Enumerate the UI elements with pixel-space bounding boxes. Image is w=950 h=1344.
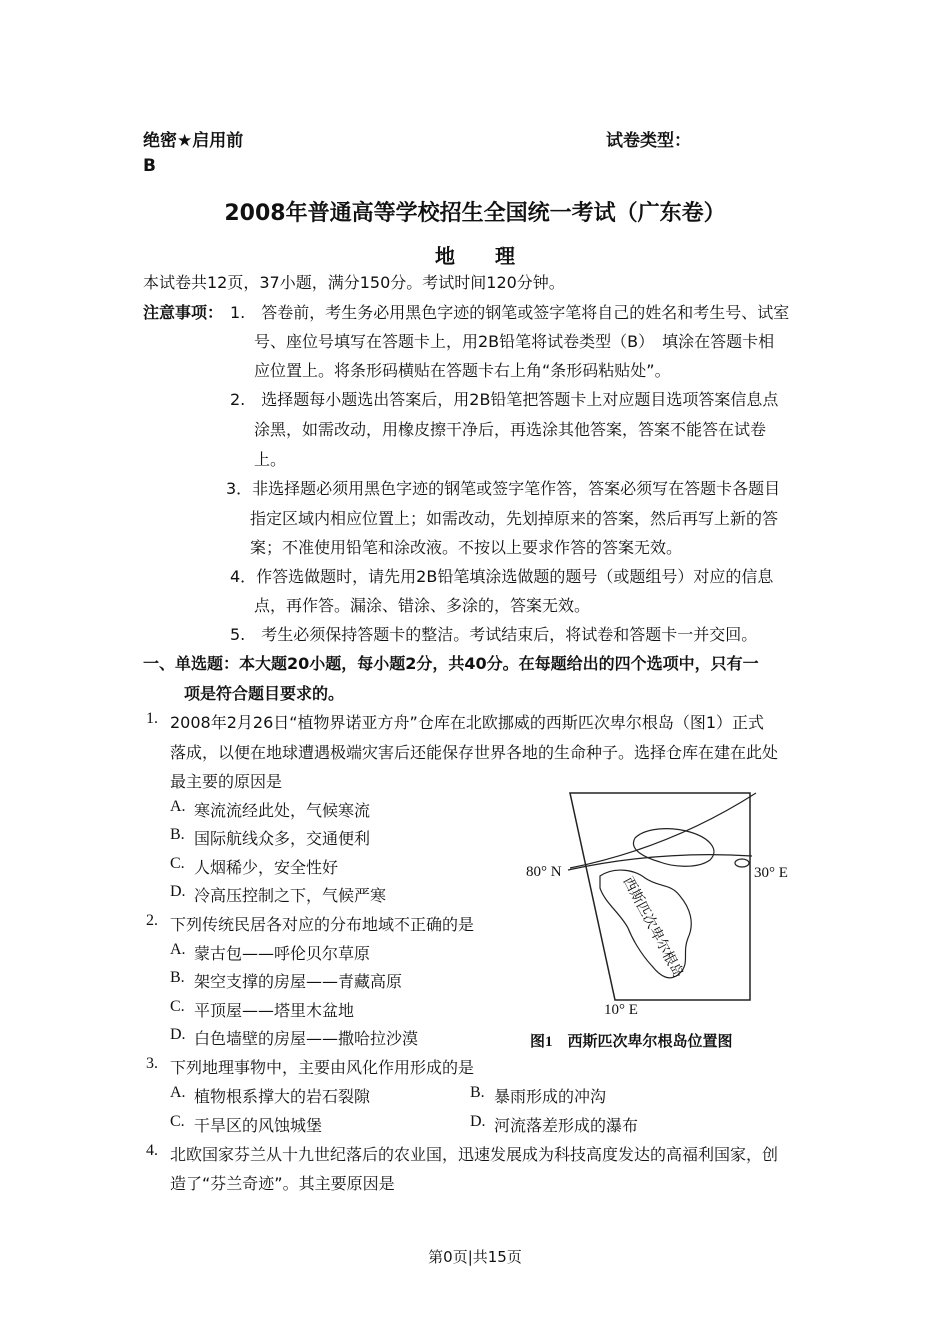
- notice-item-3-line-2: 指定区域内相应位置上；如需改动，先划掉原来的答案，然后再写上新的答: [250, 509, 779, 528]
- question-2-option-b-letter: B.: [170, 969, 185, 986]
- section-1-heading-cont: 项是符合题目要求的。: [184, 684, 345, 703]
- question-2-option-c: 平顶屋——塔里木盆地: [194, 1001, 355, 1020]
- question-3-option-b-letter: B.: [470, 1084, 485, 1101]
- paper-type-value: B: [143, 156, 156, 176]
- notice-item-1-line-2: 号、座位号填写在答题卡上，用2B铅笔将试卷类型（B） 填涂在答题卡相: [254, 332, 775, 351]
- question-4-stem-line-2: 造了“芬兰奇迹”。其主要原因是: [170, 1174, 395, 1193]
- map-frame: [570, 793, 750, 1000]
- question-1-option-a-letter: A.: [170, 798, 186, 815]
- question-2-stem: 下列传统民居各对应的分布地域不正确的是: [170, 915, 475, 934]
- question-3-option-b: 暴雨形成的冲沟: [494, 1087, 607, 1106]
- notice-item-4-line-2: 点，再作答。漏涂、错涂、多涂的，答案无效。: [254, 596, 591, 615]
- question-1-option-a: 寒流流经此处，气候寒流: [194, 801, 371, 820]
- latitude-label: 80° N: [526, 864, 562, 880]
- notice-item-1-line-1: 1. 答卷前，考生务必用黑色字迹的钢笔或签字笔将自己的姓名和考生号、试室: [230, 303, 790, 322]
- question-4-stem-line-1: 北欧国家芬兰从十九世纪落后的农业国，迅速发展成为科技高度发达的高福利国家，创: [170, 1145, 779, 1164]
- notice-item-2-line-3: 上。: [254, 450, 287, 469]
- question-1-stem-line-1: 2008年2月26日“植物界诺亚方舟”仓库在北欧挪威的西斯匹次卑尔根岛（图1）正式: [170, 713, 765, 732]
- question-3-option-c-letter: C.: [170, 1113, 185, 1130]
- question-2-option-b: 架空支撑的房屋——青藏高原: [194, 972, 403, 991]
- paper-type-label: 试卷类型：: [606, 131, 691, 151]
- question-1-stem-line-2: 落成，以便在地球遭遇极端灾害后还能保存世界各地的生命种子。选择仓库在建在此处: [170, 743, 779, 762]
- question-3-option-c: 干旱区的风蚀城堡: [194, 1116, 323, 1135]
- subject-title: 地 理: [435, 244, 515, 268]
- longitude-east-label: 30° E: [754, 865, 788, 881]
- question-3-option-d-letter: D.: [470, 1113, 486, 1130]
- question-2-option-d: 白色墙壁的房屋——撒哈拉沙漠: [194, 1029, 419, 1048]
- longitude-bottom-label: 10° E: [604, 1002, 638, 1018]
- notice-item-2-line-1: 2. 选择题每小题选出答案后，用2B铅笔把答题卡上对应题目选项答案信息点: [230, 390, 779, 409]
- question-3-stem: 下列地理事物中，主要由风化作用形成的是: [170, 1058, 475, 1077]
- question-4-number: 4.: [146, 1142, 158, 1159]
- notice-item-3-line-3: 案；不准使用铅笔和涂改液。不按以上要求作答的答案无效。: [250, 538, 683, 557]
- question-3-number: 3.: [146, 1055, 158, 1072]
- question-1-option-b: 国际航线众多，交通便利: [194, 829, 371, 848]
- question-2-number: 2.: [146, 912, 158, 929]
- notice-item-2-line-2: 涂黑，如需改动，用橡皮擦干净后，再选涂其他答案，答案不能答在试卷: [254, 420, 767, 439]
- notice-item-1-line-3: 应位置上。将条形码横贴在答题卡右上角“条形码粘贴处”。: [254, 361, 671, 380]
- question-1-option-c-letter: C.: [170, 855, 185, 872]
- question-2-option-c-letter: C.: [170, 998, 185, 1015]
- notice-item-5-line-1: 5. 考生必须保持答题卡的整洁。考试结束后，将试卷和答题卡一并交回。: [230, 625, 758, 644]
- question-1-option-b-letter: B.: [170, 826, 185, 843]
- exam-intro: 本试卷共12页，37小题，满分150分。考试时间120分钟。: [143, 273, 565, 292]
- spitsbergen-map: [520, 788, 810, 1058]
- small-island: [735, 859, 749, 867]
- section-1-heading: 一、单选题：本大题20小题，每小题2分，共40分。在每题给出的四个选项中，只有一: [143, 654, 759, 673]
- question-3-option-a: 植物根系撑大的岩石裂隙: [194, 1087, 371, 1106]
- question-2-option-a-letter: A.: [170, 941, 186, 958]
- notice-item-3-line-1: 3．非选择题必须用黑色字迹的钢笔或签字笔作答，答案必须写在答题卡各题目: [226, 479, 781, 498]
- page-footer: 第0页|共15页: [428, 1248, 522, 1266]
- notice-label: 注意事项：: [143, 303, 224, 322]
- question-1-option-c: 人烟稀少，安全性好: [194, 858, 339, 877]
- question-1-option-d: 冷高压控制之下，气候严寒: [194, 886, 387, 905]
- question-2-option-a: 蒙古包——呼伦贝尔草原: [194, 944, 371, 963]
- question-1-option-d-letter: D.: [170, 883, 186, 900]
- question-3-option-d: 河流落差形成的瀑布: [494, 1116, 639, 1135]
- figure-caption: 图1 西斯匹次卑尔根岛位置图: [530, 1034, 733, 1050]
- notice-item-4-line-1: 4．作答选做题时，请先用2B铅笔填涂选做题的题号（或题组号）对应的信息: [230, 567, 774, 586]
- question-1-number: 1.: [146, 710, 158, 727]
- confidential-mark: 绝密★启用前: [143, 131, 244, 151]
- exam-title: 2008年普通高等学校招生全国统一考试（广东卷）: [224, 201, 726, 226]
- question-2-option-d-letter: D.: [170, 1026, 186, 1043]
- question-3-option-a-letter: A.: [170, 1084, 186, 1101]
- question-1-stem-line-3: 最主要的原因是: [170, 772, 283, 791]
- island-label: 西斯匹次卑尔根岛: [619, 874, 687, 981]
